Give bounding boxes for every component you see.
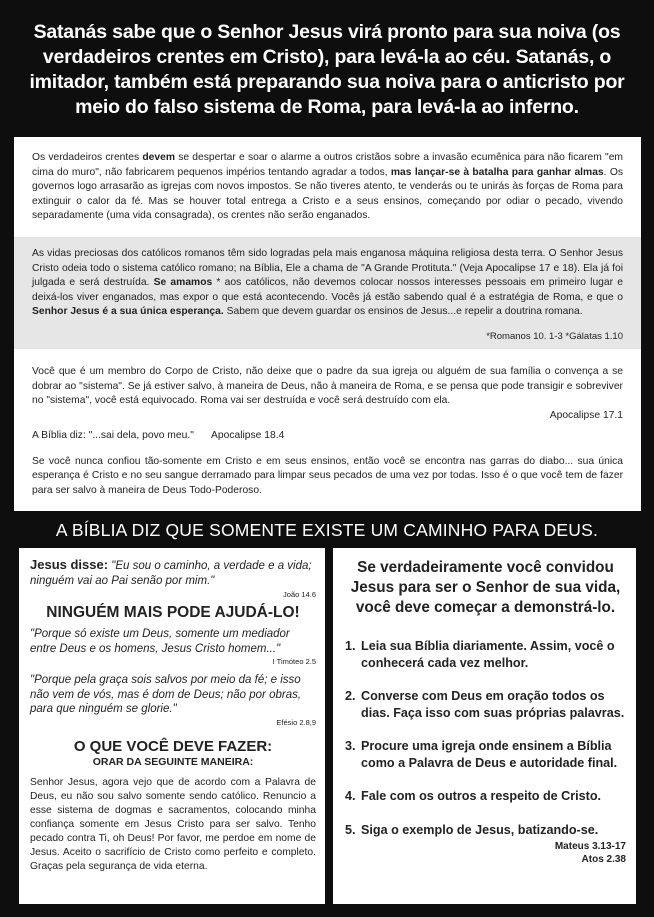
banner: A BÍBLIA DIZ QUE SOMENTE EXISTE UM CAMINHO PARA DEUS.: [55, 519, 599, 540]
step-item: 5. Siga o exemplo de Jesus, batizando-se.: [345, 822, 599, 837]
page-title: Satanás sabe que o Senhor Jesus virá pronto para sua noiva (os verdadeiros crentes em Cristo), para levá-la ao céu. Satanás, o imitador, também está preparando sua noiva para o anticristo por meio do falso sistema de Roma, para levá-la ao inferno.: [29, 21, 625, 118]
step-item: 1. Leia sua Bíblia diariamente. Assim, você o conhecerá cada vez melhor.: [345, 639, 615, 670]
reference: Apocalipse 17.1: [549, 409, 623, 421]
jesus-label: Jesus disse:: [30, 557, 109, 572]
paragraph: A Bíblia diz: "...sai dela, povo meu." Apocalipse 18.4: [32, 430, 285, 441]
reference: Efésio 2.8,9: [276, 717, 316, 727]
header-band: [0, 0, 654, 140]
quote: "Porque só existe um Deus, somente um mediador entre Deus e os homens, Jesus Cristo homem...": [30, 628, 290, 655]
emphasis: Se amamos: [153, 277, 213, 288]
section-catolicos: [14, 237, 641, 349]
heading-ninguem: NINGUÉM MAIS PODE AJUDÁ-LO!: [46, 604, 300, 621]
step-item: 3. Procure uma igreja onde ensinem a Bíblia como a Palavra de Deus e autoridade final.: [345, 739, 618, 770]
paragraph: Se você nunca confiou tão-somente em Cristo e em seus ensinos, então você se encontra nas garras do diabo... sua única esperança é Cristo e no seu sangue derramado para limpar seus pecados de uma vez por todas. Isso é o que você tem de fazer para ser salvo à maneira de Deus Todo-Poderoso.: [32, 455, 623, 496]
heading-o-que-fazer: O QUE VOCÊ DEVE FAZER:: [73, 737, 273, 755]
right-box: [333, 548, 636, 904]
jesus-quote: Jesus disse: "Eu sou o caminho, a verdade e a vida; ninguém vai ao Pai senão por mim.": [30, 557, 312, 587]
section-corpo-de-cristo: [14, 365, 641, 498]
step-item: 2. Converse com Deus em oração todos os dias. Faça isso com suas próprias palavras.: [345, 689, 625, 720]
paragraph: Os verdadeiros crentes devem se despertar e soar o alarme a outros cristãos sobre a invasão ecumênica para não ficarem "em cima do muro", não fabricarem pequenos impérios tentando agradar a todos, mas lançar-se à batalha para ganhar almas. Os governos logo arrasarão as igrejas com novos impostos. Se não tiveres atento, te venderás ou te unirás às forças de Roma para extinguir o calor da fé. Mas se houver total entrega a Cristo e a seus ensinos, começando por odiar o pecado, vivendo separadamente (uma vida consagrada), os crentes não serão enganados.: [32, 152, 623, 221]
reference: I Timóteo 2.5: [272, 657, 316, 666]
footnote-refs: *Romanos 10. 1-3 *Gálatas 1.10: [486, 330, 623, 342]
emphasis: mas lançar-se à batalha para ganhar almas: [390, 166, 604, 178]
reference: Apocalipse 18.4: [211, 430, 285, 441]
paragraph: Você que é um membro do Corpo de Cristo, não deixe que o padre da sua igreja ou alguém de sua família o convença a se dobrar ao "sistema". Se já estiver salvo, à maneira de Deus, não à maneira de Roma, e se pensa que pode transigir e sobreviver no "sistema", você está equivocado. Roma vai ser destruída e você será destruído com ela. Apocalipse 17.1: [32, 365, 623, 423]
section-crentes: [14, 151, 641, 224]
paragraph: As vidas preciosas dos católicos romanos têm sido logradas pela mais enganosa máquina religiosa desta terra. O Senhor Jesus Cristo odeia todo o sistema católico romano; na Bíblia, Ele a chama de "A Grande Protituta." (Veja Apocalipse 17 e 18). Ela já foi julgada e será destruída. Se amamos * aos católicos, não devemos colocar nossos interesses pessoais em primeiro lugar e deixá-los viver enganados, mas expor o que está acontecendo. Vocês já estão sabendo qual é a estratégia de Roma, e que o Senhor Jesus é a sua única esperança. Sabem que devem guardar os ensinos de Jesus...e repelir a doutrina romana.: [32, 248, 623, 317]
step-item: 4. Fale com os outros a respeito de Cristo.: [345, 789, 602, 803]
right-title: Se verdadeiramente você convidou Jesus para ser o Senhor de sua vida, você deve começar a demonstrá-lo.: [350, 559, 621, 616]
quote: "Porque pela graça sois salvos por meio da fé; e isso não vem de vós, mas é dom de Deus; não por obras, para que ninguém se glorie.": [30, 674, 302, 715]
reference: Atos 2.38: [581, 853, 626, 865]
emphasis: devem: [142, 152, 175, 163]
left-box: [19, 548, 325, 904]
content-panel: [14, 137, 641, 511]
reference: João 14.6: [283, 590, 316, 599]
emphasis: Senhor Jesus é a sua única esperança.: [32, 306, 224, 317]
subheading-orar: ORAR DA SEGUINTE MANEIRA:: [92, 755, 254, 768]
reference: Mateus 3.13-17: [554, 841, 626, 852]
prayer-text: Senhor Jesus, agora vejo que de acordo com a Palavra de Deus, eu não sou salvo somente sendo católico. Renuncio a esse sistema de dogmas e sacramentos, colocando minha confiança somente em Jesus Cristo para ser salvo. Tenho pecado contra Ti, oh Deus! Por favor, me perdoe em nome de Jesus. Aceito o sacrifício de Cristo como perfeito e completo. Graças pela segurança de vida eterna.: [30, 776, 316, 872]
